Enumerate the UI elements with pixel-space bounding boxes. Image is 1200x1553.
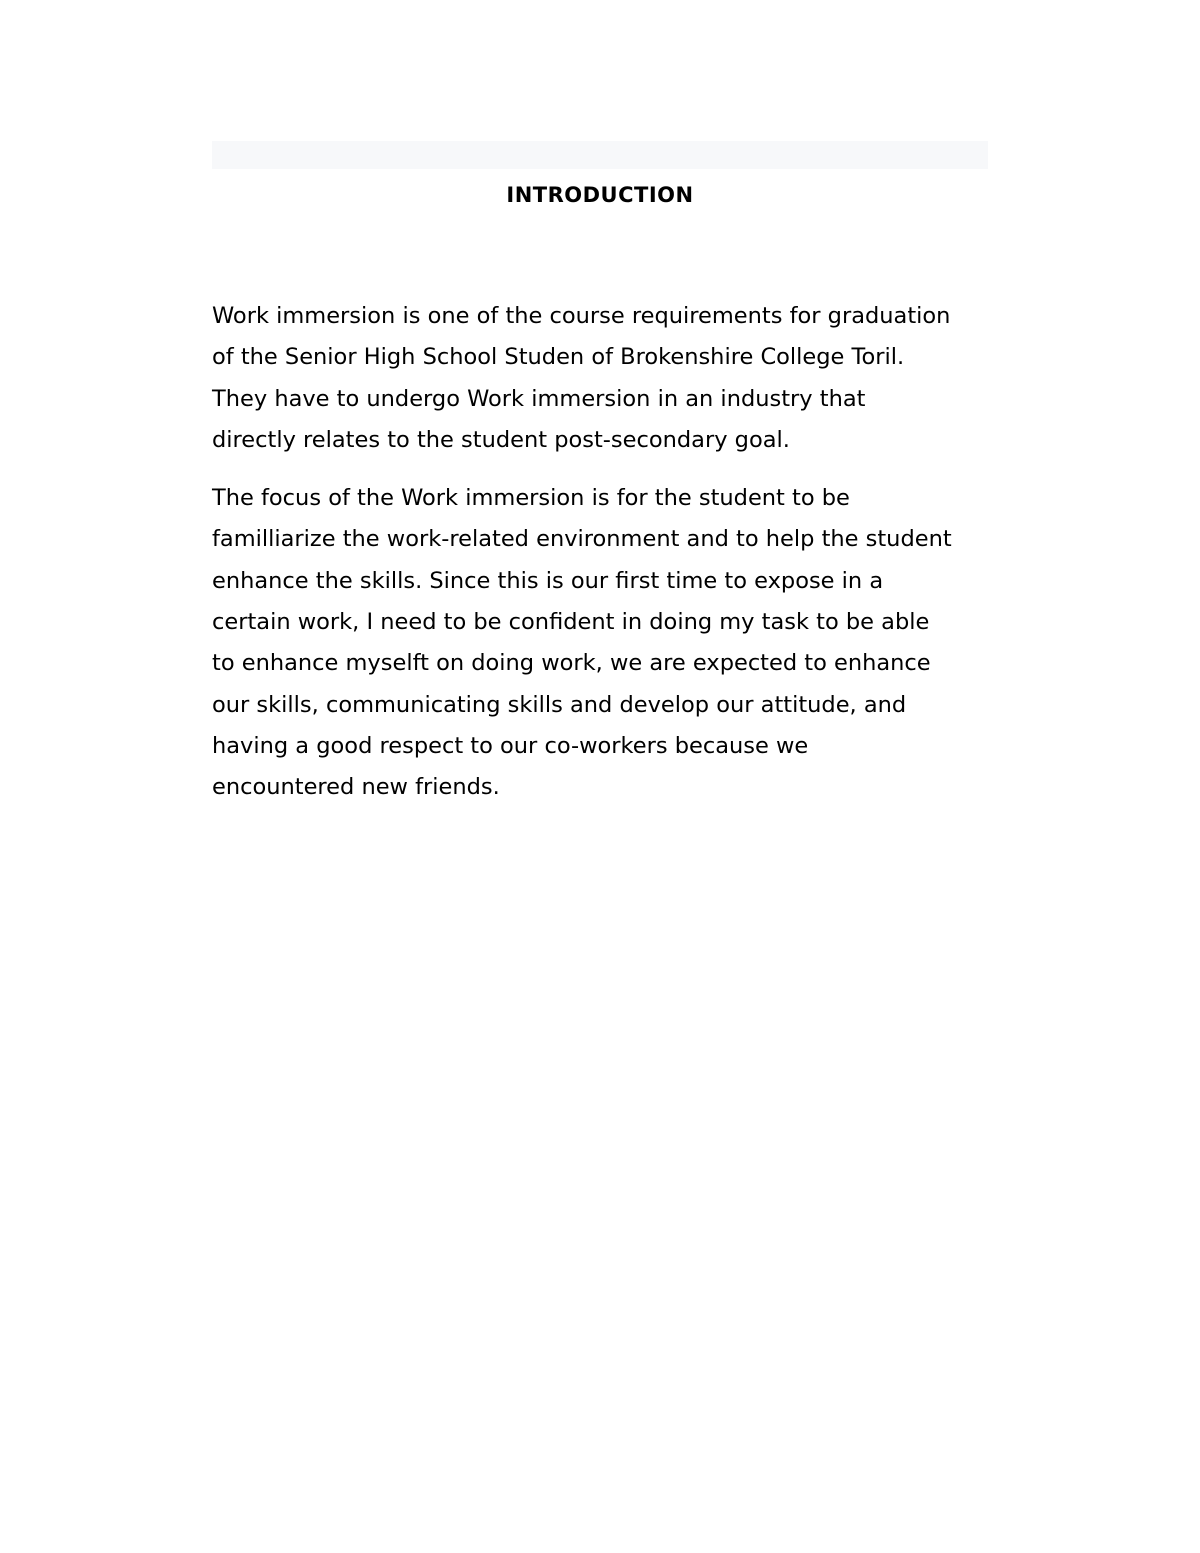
paragraph-line: our skills, communicating skills and develop our attitude, and	[212, 691, 907, 718]
paragraph-line: having a good respect to our co-workers because we	[212, 732, 809, 759]
paragraph-line: The focus of the Work immersion is for the student to be	[212, 485, 850, 512]
paragraph-2	[212, 478, 988, 808]
paragraph-line: enhance the skills. Since this is our first time to expose in a	[212, 567, 884, 594]
paragraph-line: certain work, I need to be confident in doing my task to be able	[212, 609, 930, 636]
header-band	[212, 141, 988, 169]
paragraph-line: familliarize the work-related environment and to help the student	[212, 526, 952, 553]
page-title: INTRODUCTION	[506, 183, 694, 207]
paragraph-1	[212, 296, 988, 461]
paragraph-line: They have to undergo Work immersion in an industry that	[212, 385, 866, 412]
paragraph-line: directly relates to the student post-secondary goal.	[212, 426, 790, 453]
paragraph-line: of the Senior High School Studen of Brokenshire College Toril.	[212, 344, 905, 371]
paragraph-line: Work immersion is one of the course requirements for graduation	[212, 303, 951, 329]
document-body	[212, 296, 988, 826]
paragraph-line: encountered new friends.	[212, 774, 500, 801]
paragraph-line: to enhance myselft on doing work, we are expected to enhance	[212, 650, 931, 677]
